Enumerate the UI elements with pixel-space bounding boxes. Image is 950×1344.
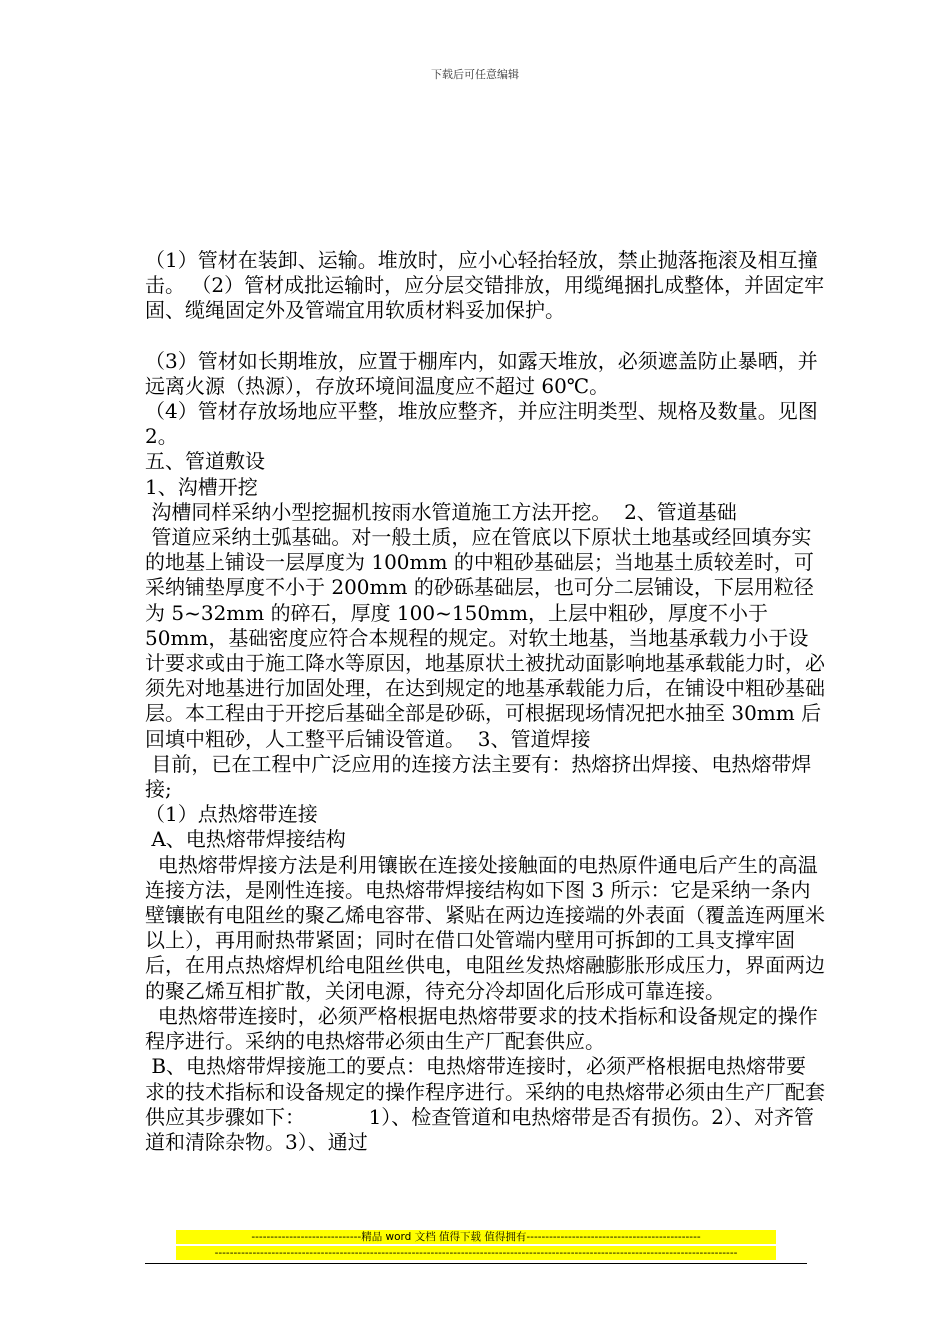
subheading-trench-excavation: 1、沟槽开挖 <box>145 474 258 499</box>
footer-rule <box>145 1263 807 1264</box>
paragraph-connection-methods: 目前，已在工程中广泛应用的连接方法主要有：热熔挤出焊接、电热熔带焊接; <box>145 751 812 802</box>
footer-banner: -----------------------------精品 word 文档 值得下载 值得拥有---------------------------------------------- <box>176 1230 776 1244</box>
paragraph-key-points-b: B、电热熔带焊接施工的要点：电热熔带连接时，必须严格根据电热熔带要求的技术指标和设备规定的操作程序进行。采纳的电热熔带必须由生产厂配套供应其步骤如下： 1）、检查管道和电热熔带是否有损伤。2）、对齐管道和清除杂物。3）、通过 <box>145 1054 825 1154</box>
paragraph-trench: 沟槽同样采纳小型挖掘机按雨水管道施工方法开挖。 2、管道基础 <box>145 499 737 524</box>
paragraph-storage-1-2: （1）管材在装卸、运输。堆放时，应小心轻抬轻放，禁止抛落拖滚及相互撞击。 （2）管材成批运输时，应分层交错排放，用缆绳捆扎成整体，并固定牢固、缆绳固定外及管端宜用软质材料妥加保护。 <box>145 248 825 323</box>
subheading-electrofusion: （1）点热熔带连接 <box>145 802 318 827</box>
paragraph-storage-3: （3）管材如长期堆放，应置于棚库内，如露天堆放，必须遮盖防止暴晒，并远离火源（热源），存放环境间温度应不超过 60℃。 <box>145 348 818 398</box>
footer-dashes: ------------------------------------------------------------------------------------------------------------------------------------------ <box>176 1246 776 1260</box>
paragraph-structure: 电热熔带焊接方法是利用镶嵌在连接处接触面的电热原件通电后产生的高温连接方法，是刚性连接。电热熔带焊接结构如下图 3 所示：它是采纳一条内壁镶嵌有电阻丝的聚乙烯电容带、紧贴在两边连接端的外表面（覆盖连两厘米以上），再用耐热带紧固；同时在借口处管端内壁用可拆卸的工具支撑牢固后，在用点热熔焊机给电阻丝供电，电阻丝发热熔融膨胀形成压力，界面两边的聚乙烯互相扩散，关闭电源，待充分冷却固化后形成可靠连接。 <box>145 852 825 1003</box>
section-heading-pipe-laying: 五、管道敷设 <box>145 449 265 474</box>
paragraph-storage-4: （4）管材存放场地应平整，堆放应整齐，并应注明类型、规格及数量。见图 2。 <box>145 399 825 449</box>
paragraph-gap <box>145 324 825 349</box>
paragraph-foundation: 管道应采纳土弧基础。对一般土质，应在管底以下原状土地基或经回填夯实的地基上铺设一层厚度为 100mm 的中粗砂基础层；当地基土质较差时，可采纳铺垫厚度不小于 200mm 的砂砾基础层，也可分二层铺设，下层用粒径为 5~32mm 的碎石，厚度 100~150mm，上层中粗砂，厚度不小于 50mm，基础密度应符合本规程的规定。对软土地基，当地基承载力小于设计要求或由于施工降水等原因，地基原状土被扰动面影响地基承载能力时，必须先对地基进行加固处理，在达到规定的地基承载能力后，在铺设中粗砂基础层。本工程由于开挖后基础全部是砂砾，可根据现场情况把水抽至 30mm 后回填中粗砂，人工整平后铺设管道。 3、管道焊接 <box>145 525 825 751</box>
subheading-structure-a: A、电热熔带焊接结构 <box>145 827 346 852</box>
page-header: 下载后可任意编辑 <box>431 68 519 81</box>
document-body <box>145 248 825 1155</box>
paragraph-procedure: 电热熔带连接时，必须严格根据电热熔带要求的技术指标和设备规定的操作程序进行。采纳的电热熔带必须由生产厂配套供应。 <box>145 1003 818 1054</box>
